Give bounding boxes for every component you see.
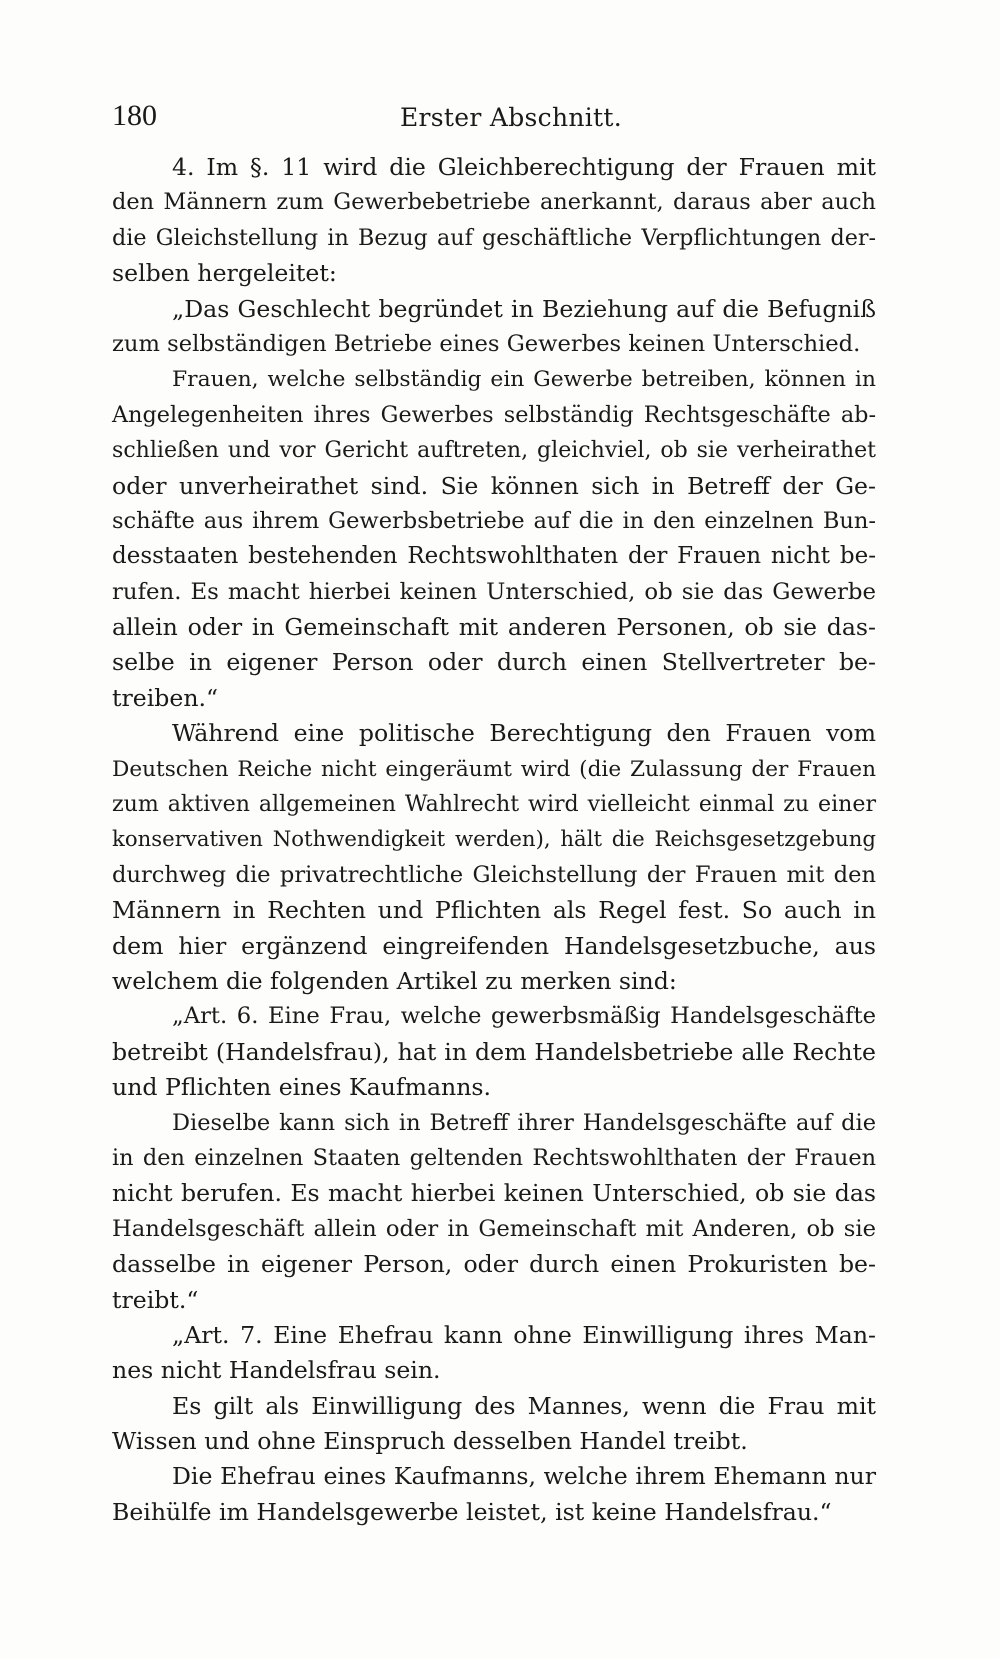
text-line: treiben.“: [112, 683, 219, 712]
text-line: die Gleichstellung in Bezug auf geschäftliche Verpflichtungen der-: [112, 224, 876, 251]
body-text: [112, 150, 876, 1530]
paragraph-p8: [112, 1389, 876, 1460]
text-line: oder unverheirathet sind. Sie können sich in Betreff der Ge-: [112, 471, 876, 500]
text-line: selbe in eigener Person oder durch einen Stellvertreter be-: [112, 648, 876, 677]
text-line: Frauen, welche selbständig ein Gewerbe betreiben, können in: [172, 367, 876, 393]
text-line: treibt.“: [112, 1285, 199, 1314]
paragraph-p6: [112, 1106, 876, 1318]
text-line: zum aktiven allgemeinen Wahlrecht wird vielleicht einmal zu einer: [112, 792, 876, 818]
text-line: und Pflichten eines Kaufmanns.: [112, 1073, 492, 1102]
text-line: „Art. 6. Eine Frau, welche gewerbsmäßig Handelsgeschäfte: [172, 1003, 876, 1030]
text-line: Handelsgeschäft allein oder in Gemeinschaft mit Anderen, ob sie: [112, 1215, 876, 1242]
text-line: schäfte aus ihrem Gewerbsbetriebe auf die in den einzelnen Bun-: [112, 507, 876, 534]
text-line: Angelegenheiten ihres Gewerbes selbständig Rechtsgeschäfte ab-: [112, 401, 876, 428]
paragraph-p3: [112, 362, 876, 716]
text-line: nes nicht Handelsfrau sein.: [112, 1356, 441, 1385]
text-line: dasselbe in eigener Person, oder durch einen Prokuristen be-: [112, 1250, 876, 1279]
running-head: Erster Abschnitt.: [400, 103, 622, 132]
text-line: Es gilt als Einwilligung des Mannes, wenn die Frau mit: [172, 1391, 876, 1420]
text-line: den Männern zum Gewerbebetriebe anerkannt, daraus aber auch: [112, 189, 876, 216]
paragraph-p5: [112, 999, 876, 1105]
text-line: konservativen Nothwendigkeit werden), hält die Reichsgesetzgebung: [112, 827, 876, 853]
text-line: 4. Im §. 11 wird die Gleichberechtigung der Frauen mit: [172, 153, 876, 181]
text-line: Während eine politische Berechtigung den Frauen vom: [172, 719, 876, 748]
text-line: selben hergeleitet:: [112, 259, 337, 288]
paragraph-p4: [112, 716, 876, 999]
text-line: Beihülfe im Handelsgewerbe leistet, ist keine Handelsfrau.“: [112, 1497, 832, 1526]
text-line: Deutschen Reiche nicht eingeräumt wird (die Zulassung der Frauen: [112, 756, 876, 782]
text-line: „Das Geschlecht begründet in Beziehung auf die Befugniß: [172, 294, 876, 323]
paragraph-p7: [112, 1318, 876, 1389]
text-line: Männern in Rechten und Pflichten als Regel fest. So auch in: [112, 896, 876, 925]
page-header: [112, 96, 874, 140]
text-line: betreibt (Handelsfrau), hat in dem Handelsbetriebe alle Rechte: [112, 1037, 876, 1066]
text-line: desstaaten bestehenden Rechtswohlthaten der Frauen nicht be-: [112, 543, 876, 570]
text-line: dem hier ergänzend eingreifenden Handelsgesetzbuche, aus: [112, 931, 876, 960]
text-line: allein oder in Gemeinschaft mit anderen Personen, ob sie das-: [112, 613, 876, 642]
text-line: Die Ehefrau eines Kaufmanns, welche ihrem Ehemann nur: [172, 1462, 876, 1491]
text-line: rufen. Es macht hierbei keinen Unterschied, ob sie das Gewerbe: [112, 578, 876, 605]
paragraph-p9: [112, 1459, 876, 1530]
text-line: nicht berufen. Es macht hierbei keinen Unterschied, ob sie das: [112, 1179, 876, 1208]
text-line: Dieselbe kann sich in Betreff ihrer Handelsgeschäfte auf die: [172, 1109, 876, 1136]
text-line: zum selbständigen Betriebe eines Gewerbes keinen Unterschied.: [112, 330, 861, 357]
paragraph-p2: [112, 292, 876, 363]
text-line: Wissen und ohne Einspruch desselben Handel treibt.: [112, 1427, 748, 1456]
text-line: durchweg die privatrechtliche Gleichstellung der Frauen mit den: [112, 861, 876, 888]
paragraph-p1: [112, 150, 876, 292]
text-line: „Art. 7. Eine Ehefrau kann ohne Einwilligung ihres Man-: [172, 1320, 876, 1349]
text-line: schließen und vor Gericht auftreten, gleichviel, ob sie verheirathet: [112, 438, 876, 464]
text-line: in den einzelnen Staaten geltenden Rechtswohlthaten der Frauen: [112, 1144, 876, 1171]
text-line: welchem die folgenden Artikel zu merken sind:: [112, 966, 677, 995]
page-number: 180: [112, 99, 157, 132]
